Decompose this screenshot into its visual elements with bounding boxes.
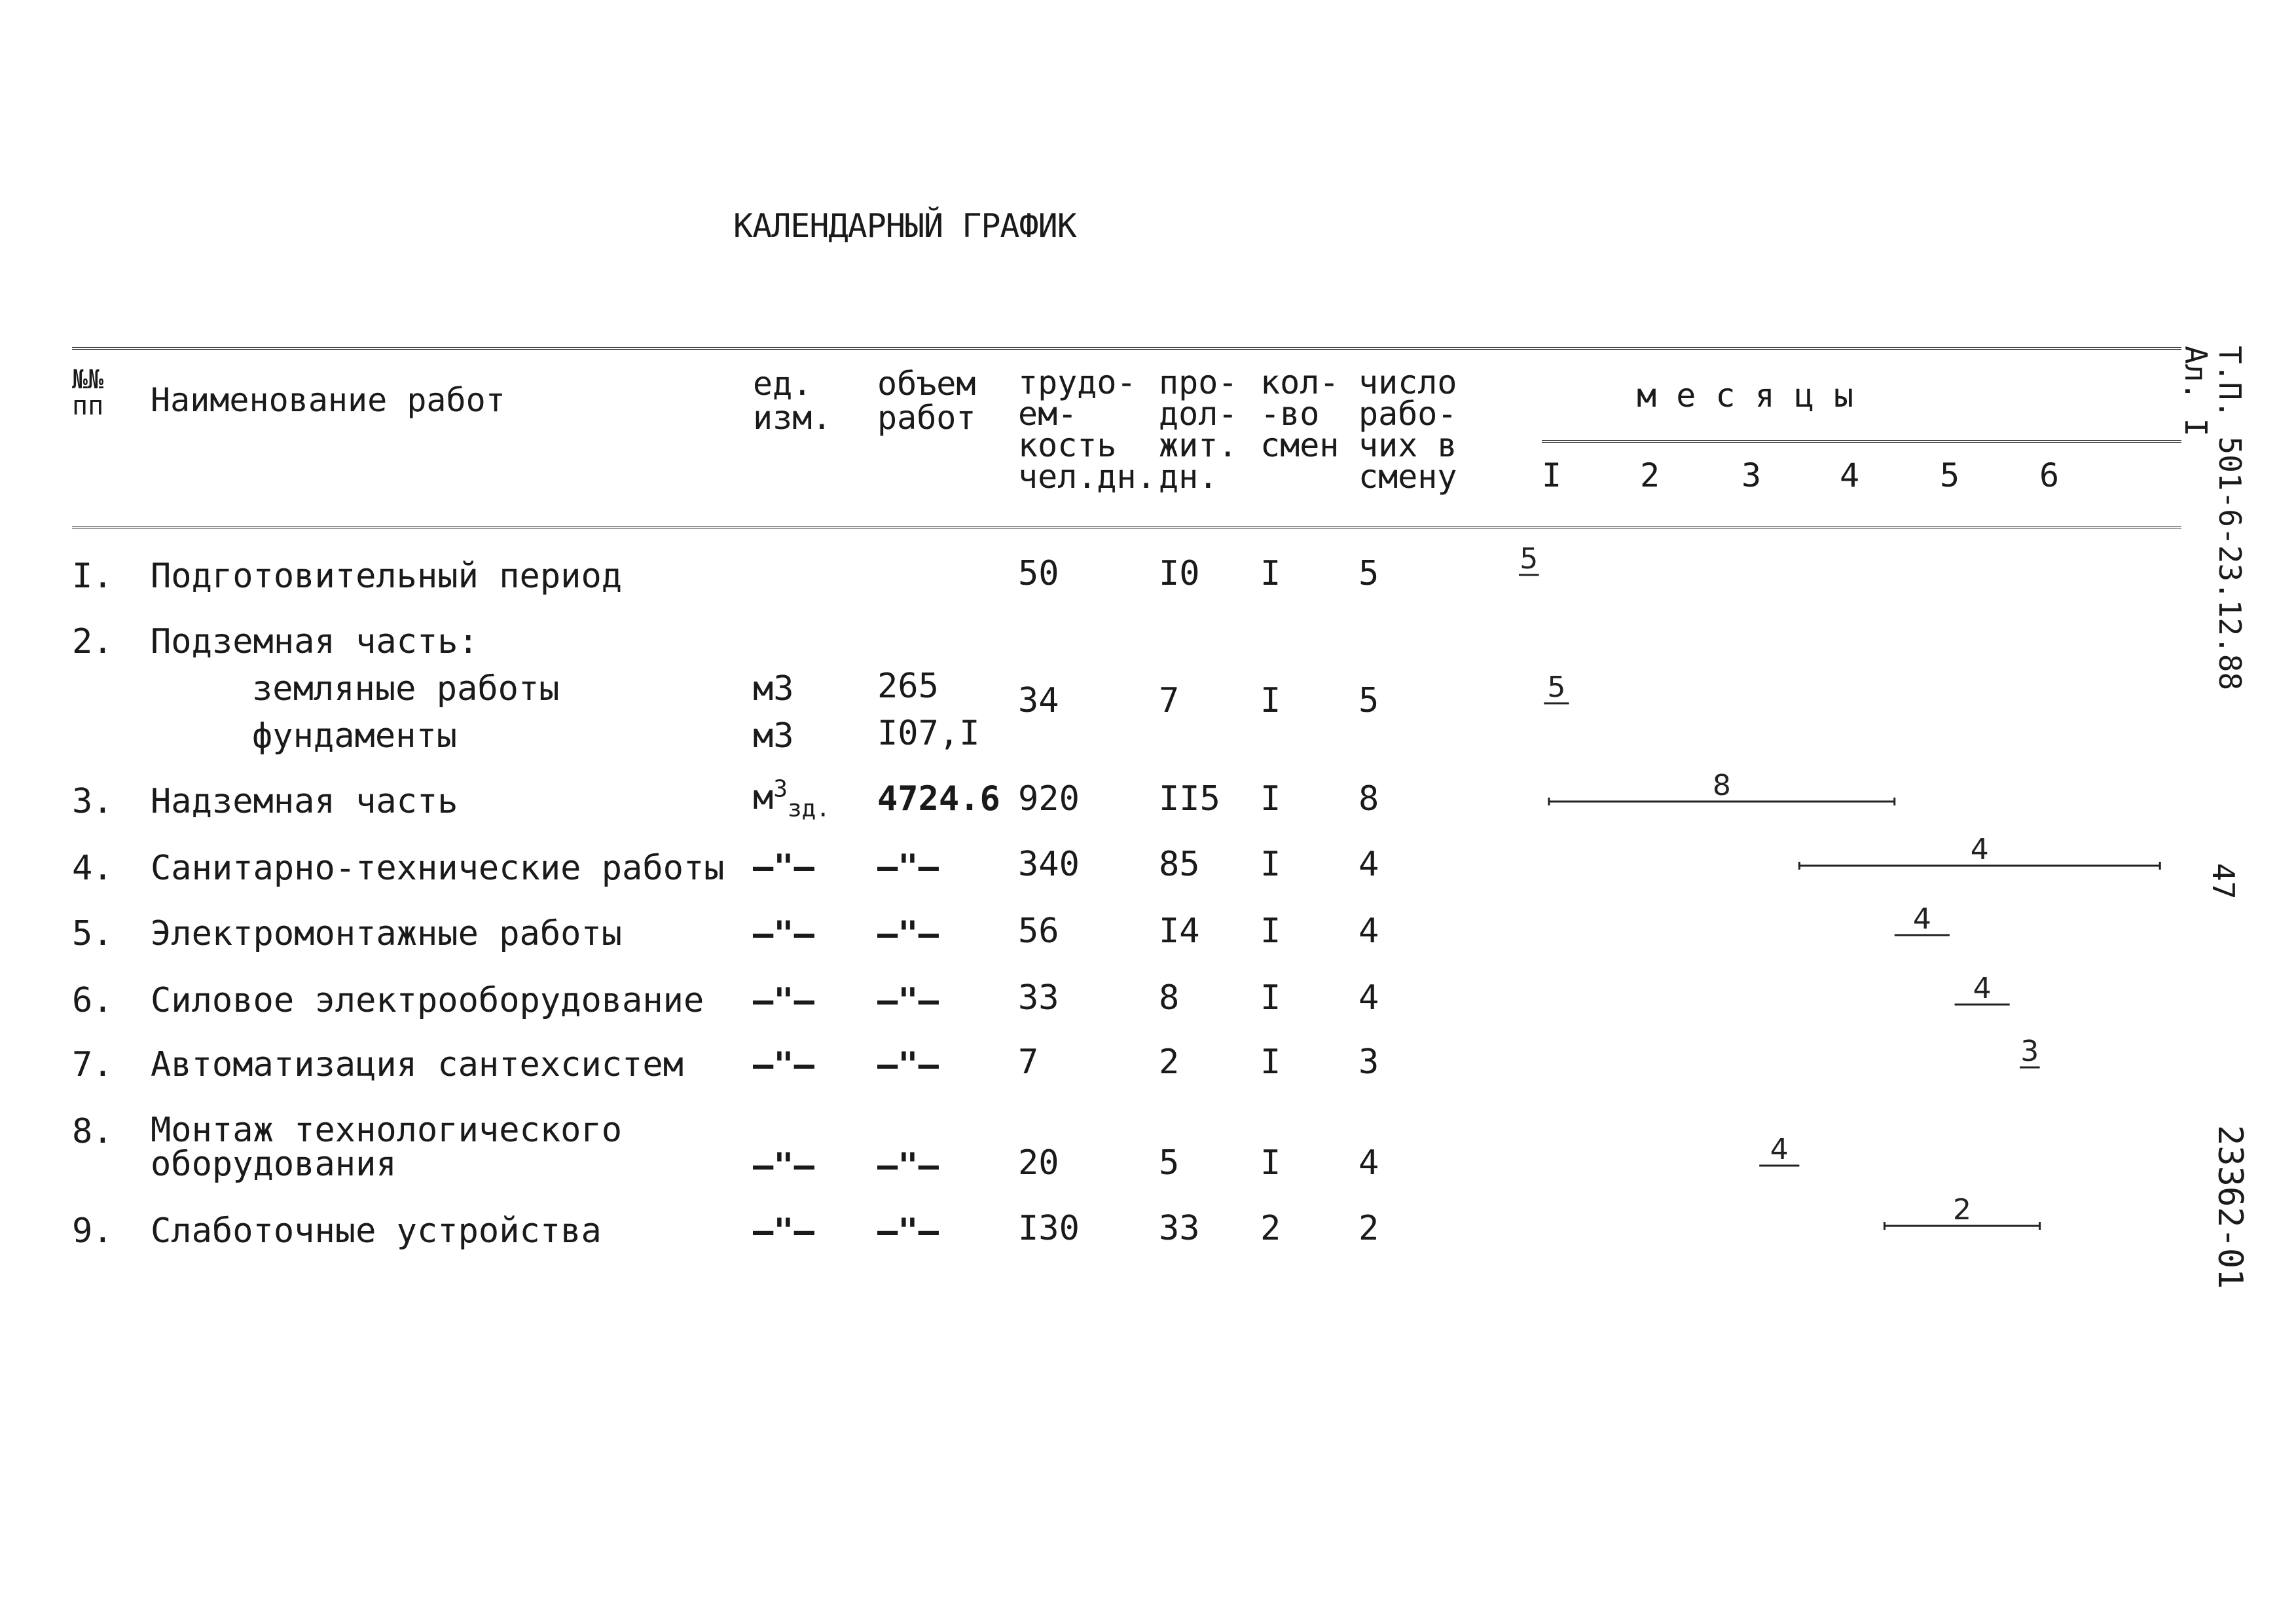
document-title: КАЛЕНДАРНЫЙ ГРАФИК [733,207,1076,245]
gantt-bar-label-4: 4 [1970,833,1989,866]
side-page: 47 [2206,863,2241,900]
row-5-duration: I4 [1159,912,1200,951]
header-labor: трудо- ем- кость чел.дн. [1018,363,1156,496]
row-8-labor: 20 [1018,1143,1059,1183]
row-6-volume: –"– [877,981,939,1020]
row-5-unit: –"– [753,914,814,953]
month-3: 3 [1741,456,1762,494]
row-2-sub-1-unit: м3 [753,669,794,709]
row-3-workers: 8 [1358,779,1379,819]
row-1-duration: I0 [1159,554,1200,593]
row-1-name: Подготовительный период [151,557,623,596]
row-7-num: 7. [72,1045,113,1084]
gantt-bar-label-7: 3 [2020,1035,2039,1068]
row-9-volume: –"– [877,1211,939,1251]
row-9-duration: 33 [1159,1209,1200,1248]
side-doc: 23362-01 [2210,1125,2250,1289]
header-shifts: кол- -во смен [1260,363,1339,464]
row-2-sub-1-volume: 265 [877,667,939,706]
gantt-bar-label-3: 8 [1712,769,1731,802]
row-1-labor: 50 [1018,554,1059,593]
row-3-labor: 920 [1018,779,1080,819]
header-volume: объем работ [877,365,976,437]
row-5-labor: 56 [1018,912,1059,951]
row-7-unit: –"– [753,1045,814,1084]
row-7-volume: –"– [877,1045,939,1084]
row-7-shifts: I [1260,1043,1281,1082]
row-7-name: Автоматизация сантехсистем [151,1045,683,1084]
header-duration: про- дол- жит. дн. [1159,363,1238,496]
row-9-num: 9. [72,1211,113,1251]
row-4-labor: 340 [1018,845,1080,884]
row-2-labor: 34 [1018,681,1059,720]
row-6-duration: 8 [1159,978,1180,1018]
row-7-workers: 3 [1358,1043,1379,1082]
row-3-num: 3. [72,782,113,821]
row-2-sub-2-unit: м3 [753,716,794,756]
row-3-duration: II5 [1159,779,1220,819]
header-months-label: м е с я ц ы [1637,377,1854,415]
row-8-unit: –"– [753,1146,814,1185]
row-3-shifts: I [1260,779,1281,819]
header-name: Наименование работ [151,381,505,419]
row-6-shifts: I [1260,978,1281,1018]
row-2-sub-2-volume: I07,I [877,714,980,753]
month-2: 2 [1640,456,1660,494]
row-6-workers: 4 [1358,978,1379,1018]
row-9-shifts: 2 [1260,1209,1281,1248]
row-2-sub-2-name: фундаменты [252,716,458,756]
row-1-shifts: I [1260,554,1281,593]
row-7-duration: 2 [1159,1043,1180,1082]
row-4-shifts: I [1260,845,1281,884]
header-workers: число рабо- чих в смену [1358,363,1457,496]
header-unit: ед. изм. [753,365,832,437]
side-code: Т.П. 501-6-23.12.88 [2212,346,2248,691]
gantt-bar-label-6: 4 [1973,972,1992,1005]
row-2-name: Подземная часть: [151,622,479,661]
month-6: 6 [2039,456,2060,494]
row-8-num: 8. [72,1112,113,1151]
row-3-volume: 4724.6 [877,779,1000,819]
row-6-unit: –"– [753,981,814,1020]
row-4-duration: 85 [1159,845,1200,884]
row-9-workers: 2 [1358,1209,1379,1248]
row-8-volume: –"– [877,1146,939,1185]
header-num: №№ пп [72,365,104,421]
row-8-shifts: I [1260,1143,1281,1183]
row-8-name: Монтаж технологического оборудования [151,1111,623,1184]
row-6-labor: 33 [1018,978,1059,1018]
row-9-labor: I30 [1018,1209,1080,1248]
row-2-sub-1-name: земляные работы [252,669,560,709]
gantt-bar-label-9: 2 [1953,1193,1972,1227]
row-4-volume: –"– [877,847,939,887]
month-5: 5 [1940,456,1960,494]
row-2-workers: 5 [1358,681,1379,720]
row-3-unit: $м^3_{зд.}$ [753,775,831,822]
row-4-name: Санитарно-технические работы [151,849,725,888]
gantt-bar-label-1: 5 [1520,542,1539,576]
row-5-name: Электромонтажные работы [151,914,623,953]
row-4-unit: –"– [753,847,814,887]
row-8-workers: 4 [1358,1143,1379,1183]
row-9-name: Слаботочные устройства [151,1211,602,1251]
row-5-volume: –"– [877,914,939,953]
gantt-bar-label-8: 4 [1770,1133,1789,1166]
row-8-duration: 5 [1159,1143,1180,1183]
row-3-name: Надземная часть [151,782,458,821]
row-5-shifts: I [1260,912,1281,951]
row-4-num: 4. [72,849,113,888]
row-6-name: Силовое электрооборудование [151,981,704,1020]
row-5-num: 5. [72,914,113,953]
row-2-num: 2. [72,622,113,661]
row-1-num: I. [72,557,113,596]
row-9-unit: –"– [753,1211,814,1251]
gantt-bar-label-5: 4 [1912,902,1931,936]
row-5-workers: 4 [1358,912,1379,951]
gantt-bar-label-2: 5 [1547,671,1566,704]
row-1-workers: 5 [1358,554,1379,593]
row-7-labor: 7 [1018,1043,1039,1082]
row-4-workers: 4 [1358,845,1379,884]
month-4: 4 [1840,456,1860,494]
row-2-shifts: I [1260,681,1281,720]
row-2-duration: 7 [1159,681,1180,720]
row-6-num: 6. [72,981,113,1020]
side-album: Ал. I [2178,346,2214,437]
month-1: I [1542,456,1562,494]
